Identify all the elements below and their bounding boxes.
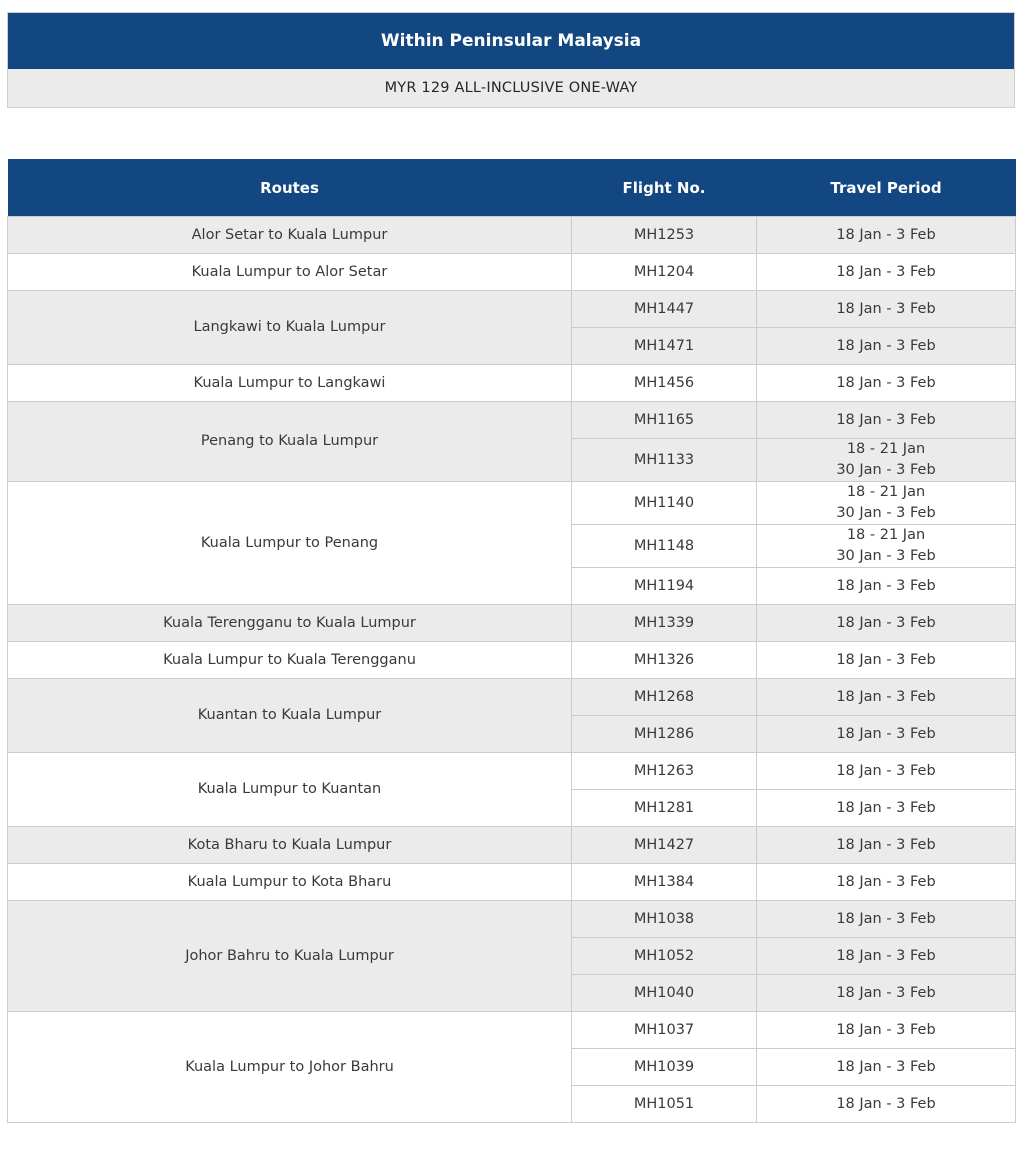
travel-period-cell xyxy=(757,827,1016,864)
route-cell: Kota Bharu to Kuala Lumpur xyxy=(8,827,572,864)
route-cell: Johor Bahru to Kuala Lumpur xyxy=(8,901,572,1012)
route-cell: Kuala Lumpur to Johor Bahru xyxy=(8,1012,572,1123)
flight-number-cell: MH1263 xyxy=(572,753,757,790)
flight-number-cell: MH1037 xyxy=(572,1012,757,1049)
route-cell: Kuala Lumpur to Langkawi xyxy=(8,365,572,402)
travel-period-line: 18 Jan - 3 Feb xyxy=(836,1021,936,1038)
travel-period-line: 18 Jan - 3 Feb xyxy=(836,836,936,853)
table-row xyxy=(8,827,1016,864)
travel-period-line: 18 Jan - 3 Feb xyxy=(836,1095,936,1112)
flight-number-cell: MH1281 xyxy=(572,790,757,827)
routes-table xyxy=(7,159,1016,1123)
travel-period-line: 18 Jan - 3 Feb xyxy=(836,947,936,964)
travel-period-line: 18 Jan - 3 Feb xyxy=(836,1058,936,1075)
route-cell: Alor Setar to Kuala Lumpur xyxy=(8,217,572,254)
travel-period-line: 18 Jan - 3 Feb xyxy=(836,577,936,594)
route-cell: Kuala Lumpur to Penang xyxy=(8,482,572,605)
flight-number-cell: MH1253 xyxy=(572,217,757,254)
travel-period-line: 18 Jan - 3 Feb xyxy=(836,614,936,631)
flight-number-cell: MH1038 xyxy=(572,901,757,938)
travel-period-line: 30 Jan - 3 Feb xyxy=(836,505,936,521)
fare-subtitle: MYR 129 ALL-INCLUSIVE ONE-WAY xyxy=(8,69,1014,107)
flight-number-cell: MH1326 xyxy=(572,642,757,679)
header-routes: Routes xyxy=(8,159,572,217)
flight-number-cell: MH1427 xyxy=(572,827,757,864)
travel-period-line: 18 Jan - 3 Feb xyxy=(836,374,936,391)
travel-period-cell xyxy=(757,402,1016,439)
travel-period-cell xyxy=(757,1012,1016,1049)
travel-period-cell xyxy=(757,679,1016,716)
travel-period-line: 18 Jan - 3 Feb xyxy=(836,300,936,317)
travel-period-line: 18 - 21 Jan xyxy=(846,441,926,457)
flight-number-cell: MH1447 xyxy=(572,291,757,328)
flight-number-cell: MH1052 xyxy=(572,938,757,975)
travel-period-line: 30 Jan - 3 Feb xyxy=(836,548,936,564)
table-row xyxy=(8,605,1016,642)
route-cell: Kuala Lumpur to Kuala Terengganu xyxy=(8,642,572,679)
travel-period-line: 18 Jan - 3 Feb xyxy=(836,799,936,816)
travel-period-cell xyxy=(757,938,1016,975)
travel-period-cell xyxy=(757,217,1016,254)
flight-number-cell: MH1165 xyxy=(572,402,757,439)
flight-number-cell: MH1040 xyxy=(572,975,757,1012)
travel-period-cell xyxy=(757,525,1016,568)
travel-period-cell xyxy=(757,254,1016,291)
flight-number-cell: MH1133 xyxy=(572,439,757,482)
travel-period-line: 18 Jan - 3 Feb xyxy=(836,651,936,668)
header-travel-period: Travel Period xyxy=(757,159,1016,217)
travel-period-line: 18 Jan - 3 Feb xyxy=(836,762,936,779)
travel-period-cell xyxy=(757,864,1016,901)
travel-period-line: 30 Jan - 3 Feb xyxy=(836,462,936,478)
travel-period-line: 18 Jan - 3 Feb xyxy=(836,411,936,428)
table-header-row xyxy=(8,159,1016,217)
table-row xyxy=(8,1012,1016,1049)
flight-number-cell: MH1140 xyxy=(572,482,757,525)
flight-number-cell: MH1384 xyxy=(572,864,757,901)
travel-period-cell xyxy=(757,482,1016,525)
table-row xyxy=(8,753,1016,790)
travel-period-line: 18 Jan - 3 Feb xyxy=(836,263,936,280)
table-row xyxy=(8,402,1016,439)
travel-period-cell xyxy=(757,901,1016,938)
travel-period-line: 18 Jan - 3 Feb xyxy=(836,873,936,890)
travel-period-cell xyxy=(757,1049,1016,1086)
travel-period-line: 18 Jan - 3 Feb xyxy=(836,226,936,243)
travel-period-line: 18 Jan - 3 Feb xyxy=(836,337,936,354)
flight-number-cell: MH1456 xyxy=(572,365,757,402)
flight-number-cell: MH1286 xyxy=(572,716,757,753)
table-row xyxy=(8,291,1016,328)
flight-number-cell: MH1268 xyxy=(572,679,757,716)
travel-period-cell xyxy=(757,642,1016,679)
route-cell: Kuala Lumpur to Kuantan xyxy=(8,753,572,827)
travel-period-cell xyxy=(757,716,1016,753)
travel-period-cell xyxy=(757,365,1016,402)
travel-period-line: 18 Jan - 3 Feb xyxy=(836,688,936,705)
route-cell: Kuantan to Kuala Lumpur xyxy=(8,679,572,753)
table-row xyxy=(8,482,1016,525)
table-row xyxy=(8,217,1016,254)
travel-period-cell xyxy=(757,605,1016,642)
travel-period-cell xyxy=(757,975,1016,1012)
flight-number-cell: MH1471 xyxy=(572,328,757,365)
travel-period-line: 18 Jan - 3 Feb xyxy=(836,984,936,1001)
table-row xyxy=(8,679,1016,716)
travel-period-cell xyxy=(757,568,1016,605)
travel-period-line: 18 Jan - 3 Feb xyxy=(836,910,936,927)
route-cell: Kuala Terengganu to Kuala Lumpur xyxy=(8,605,572,642)
travel-period-line: 18 - 21 Jan xyxy=(846,484,926,500)
table-row xyxy=(8,642,1016,679)
route-cell: Penang to Kuala Lumpur xyxy=(8,402,572,482)
route-cell: Langkawi to Kuala Lumpur xyxy=(8,291,572,365)
flight-number-cell: MH1339 xyxy=(572,605,757,642)
route-cell: Kuala Lumpur to Kota Bharu xyxy=(8,864,572,901)
routes-table-body xyxy=(8,217,1016,1123)
region-title: Within Peninsular Malaysia xyxy=(8,13,1014,69)
travel-period-cell xyxy=(757,439,1016,482)
flight-number-cell: MH1148 xyxy=(572,525,757,568)
travel-period-cell xyxy=(757,1086,1016,1123)
header-flight-no: Flight No. xyxy=(572,159,757,217)
travel-period-line: 18 - 21 Jan xyxy=(846,527,926,543)
travel-period-cell xyxy=(757,291,1016,328)
table-row xyxy=(8,901,1016,938)
travel-period-cell xyxy=(757,790,1016,827)
table-row xyxy=(8,864,1016,901)
table-row xyxy=(8,254,1016,291)
flight-number-cell: MH1039 xyxy=(572,1049,757,1086)
travel-period-cell xyxy=(757,328,1016,365)
table-row xyxy=(8,365,1016,402)
flight-number-cell: MH1194 xyxy=(572,568,757,605)
flight-number-cell: MH1051 xyxy=(572,1086,757,1123)
flight-number-cell: MH1204 xyxy=(572,254,757,291)
travel-period-cell xyxy=(757,753,1016,790)
fare-banner xyxy=(7,12,1015,108)
route-cell: Kuala Lumpur to Alor Setar xyxy=(8,254,572,291)
travel-period-line: 18 Jan - 3 Feb xyxy=(836,725,936,742)
